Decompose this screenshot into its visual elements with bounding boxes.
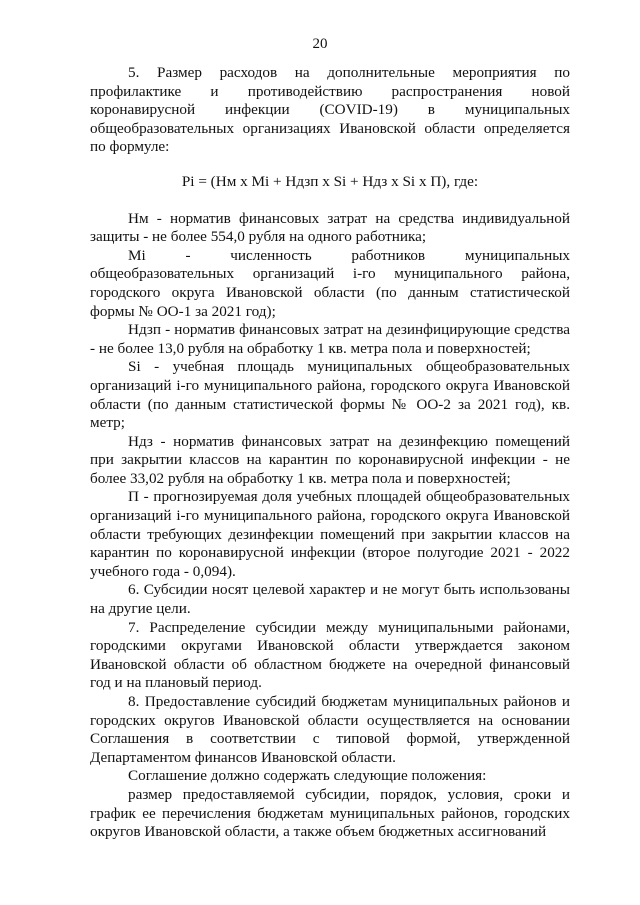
definition-si: Si - учебная площадь муниципальных общеобразовательных организаций i-го муниципального района, городского округа Ивановской области (по данным статистической формы № ОО-2 за 2021 год), кв. метр;: [90, 358, 570, 432]
formula: Pi = (Нм x Mi + Ндзп x Si + Ндз x Si x П), где:: [181, 172, 479, 190]
document-body: [90, 64, 570, 842]
paragraph-subsidy-size: размер предоставляемой субсидии, порядок, условия, сроки и график ее перечисления бюджетам муниципальных районов, городских округов Ивановской области, а также объем бюджетных ассигнований: [90, 785, 570, 841]
page-number: 20: [312, 36, 328, 52]
paragraph-5: 5. Размер расходов на дополнительные мероприятия по профилактике и противодействию распространения новой коронавирусной инфекции (COVID-19) в муниципальных общеобразовательных организациях Ивановской области определяется по формуле:: [90, 64, 570, 156]
definition-nm: Нм - норматив финансовых затрат на средства индивидуальной защиты - не более 554,0 рубля на одного работника;: [90, 209, 570, 246]
paragraph-agreement: Соглашение должно содержать следующие положения:: [128, 767, 487, 785]
paragraph-7: 7. Распределение субсидии между муниципальными районами, городскими округами Ивановской области утверждается законом Ивановской области об областном бюджете на очередной финансовый год и на плановый период.: [90, 618, 570, 692]
definition-ndz: Ндз - норматив финансовых затрат на дезинфекцию помещений при закрытии классов на карантин по коронавирусной инфекции - не более 33,02 рубля на обработку 1 кв. метра пола и поверхностей;: [90, 432, 570, 487]
definition-p: П - прогнозируемая доля учебных площадей общеобразовательных организаций i-го муниципального района, городского округа Ивановской области требующих дезинфекции помещений при закрытии классов на карантин по коронавирусной инфекции (второе полугодие 2021 - 2022 учебного года - 0,094).: [90, 488, 570, 580]
definition-ndzp: Ндзп - норматив финансовых затрат на дезинфицирующие средства - не более 13,0 рубля на обработку 1 кв. метра пола и поверхностей;: [90, 321, 570, 357]
definition-mi: Mi - численность работников муниципальных общеобразовательных организаций i-го муниципального района, городского округа Ивановской области (по данным статистической формы № ОО-1 за 2021 год);: [90, 246, 570, 320]
paragraph-8: 8. Предоставление субсидий бюджетам муниципальных районов и городских округов Ивановской области осуществляется на основании Соглашения в соответствии с типовой формой, утвержденной Департаментом финансов Ивановской области.: [90, 693, 570, 766]
paragraph-6: 6. Субсидии носят целевой характер и не могут быть использованы на другие цели.: [90, 581, 570, 618]
